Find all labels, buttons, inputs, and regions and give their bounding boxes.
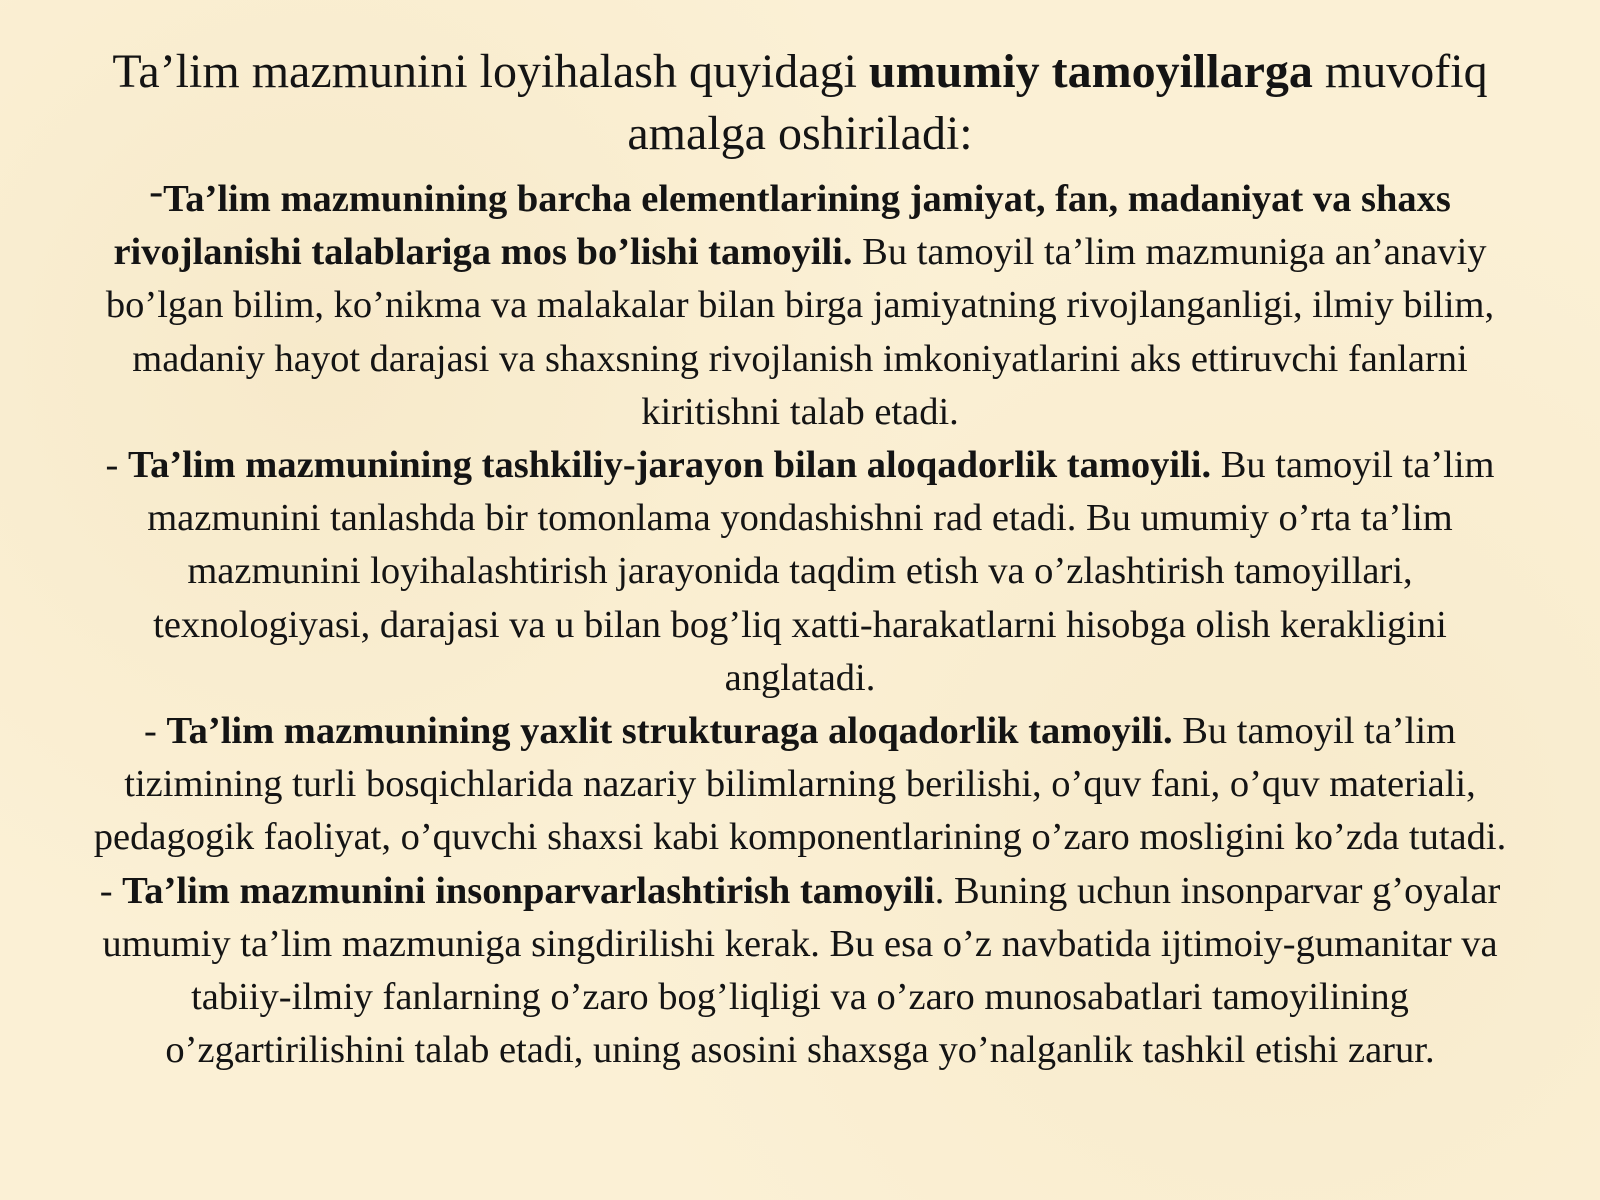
principle-dash: - xyxy=(149,169,164,215)
principle-dash: - xyxy=(105,444,128,487)
principle-4-heading: Ta’lim mazmunini insonparvarlashtirish tamoyili xyxy=(122,869,935,912)
principle-3 xyxy=(90,705,1510,865)
title-text-post: muvofiq amalga oshiriladi: xyxy=(627,45,1488,160)
principles-body xyxy=(90,169,1510,1077)
principle-3-text: Bu tamoyil ta’lim tizimining turli bosqichlarida nazariy bilimlarning berilishi, o’quv fani, o’quv materiali, pedagogik faoliyat, o’quvchi shaxsi kabi komponentlarining o’zaro mosligini ko’zda tutadi. xyxy=(93,710,1507,859)
principle-1 xyxy=(90,169,1510,439)
principle-4-text: . Buning uchun insonparvar g’oyalar umumiy ta’lim mazmuniga singdirilishi kerak. Bu esa o’z navbatida ijtimoiy-gumanitar va tabiiy-ilmiy fanlarning o’zaro bog’liqligi va o’zaro munosabatlari tamoyilining o’zgartirilishini talab etadi, uning asosini shaxsga yo’nalganlik tashkil etishi zarur. xyxy=(102,869,1501,1072)
principle-1-text: Bu tamoyil ta’lim mazmuniga an’anaviy bo’lgan bilim, ko’nikma va malakalar bilan birga jamiyatning rivojlanganligi, ilmiy bilim, madaniy hayot darajasi va shaxsning rivojlanish imkoniyatlarini aks ettiruvchi fanlarni kiritishni talab etadi. xyxy=(105,231,1495,433)
principle-2 xyxy=(90,439,1510,705)
principle-dash: - xyxy=(99,869,123,912)
principle-2-heading: Ta’lim mazmunining tashkiliy-jarayon bilan aloqadorlik tamoyili. xyxy=(127,444,1212,487)
principle-1-heading: Ta’lim mazmunining barcha elementlarining jamiyat, fan, madaniyat va shaxs rivojlanishi talablariga mos bo’lishi tamoyili. xyxy=(113,178,1451,274)
principle-4 xyxy=(90,865,1510,1078)
principle-2-text: Bu tamoyil ta’lim mazmunini tanlashda bir tomonlama yondashishni rad etadi. Bu umumiy o’rta ta’lim mazmunini loyihalashtirish jarayonida taqdim etish va o’zlashtirish tamoyillari, texnologiyasi, darajasi va u bilan bog’liq xatti-harakatlarni hisobga olish kerakligini anglatadi. xyxy=(147,444,1495,699)
principle-3-heading: Ta’lim mazmunining yaxlit strukturaga aloqadorlik tamoyili. xyxy=(166,710,1173,753)
principle-dash: - xyxy=(144,710,167,753)
slide-title xyxy=(50,41,1550,165)
title-text-bold: umumiy tamoyillarga xyxy=(868,45,1313,98)
title-text-pre: Ta’lim mazmunini loyihalash quyidagi xyxy=(112,45,869,98)
